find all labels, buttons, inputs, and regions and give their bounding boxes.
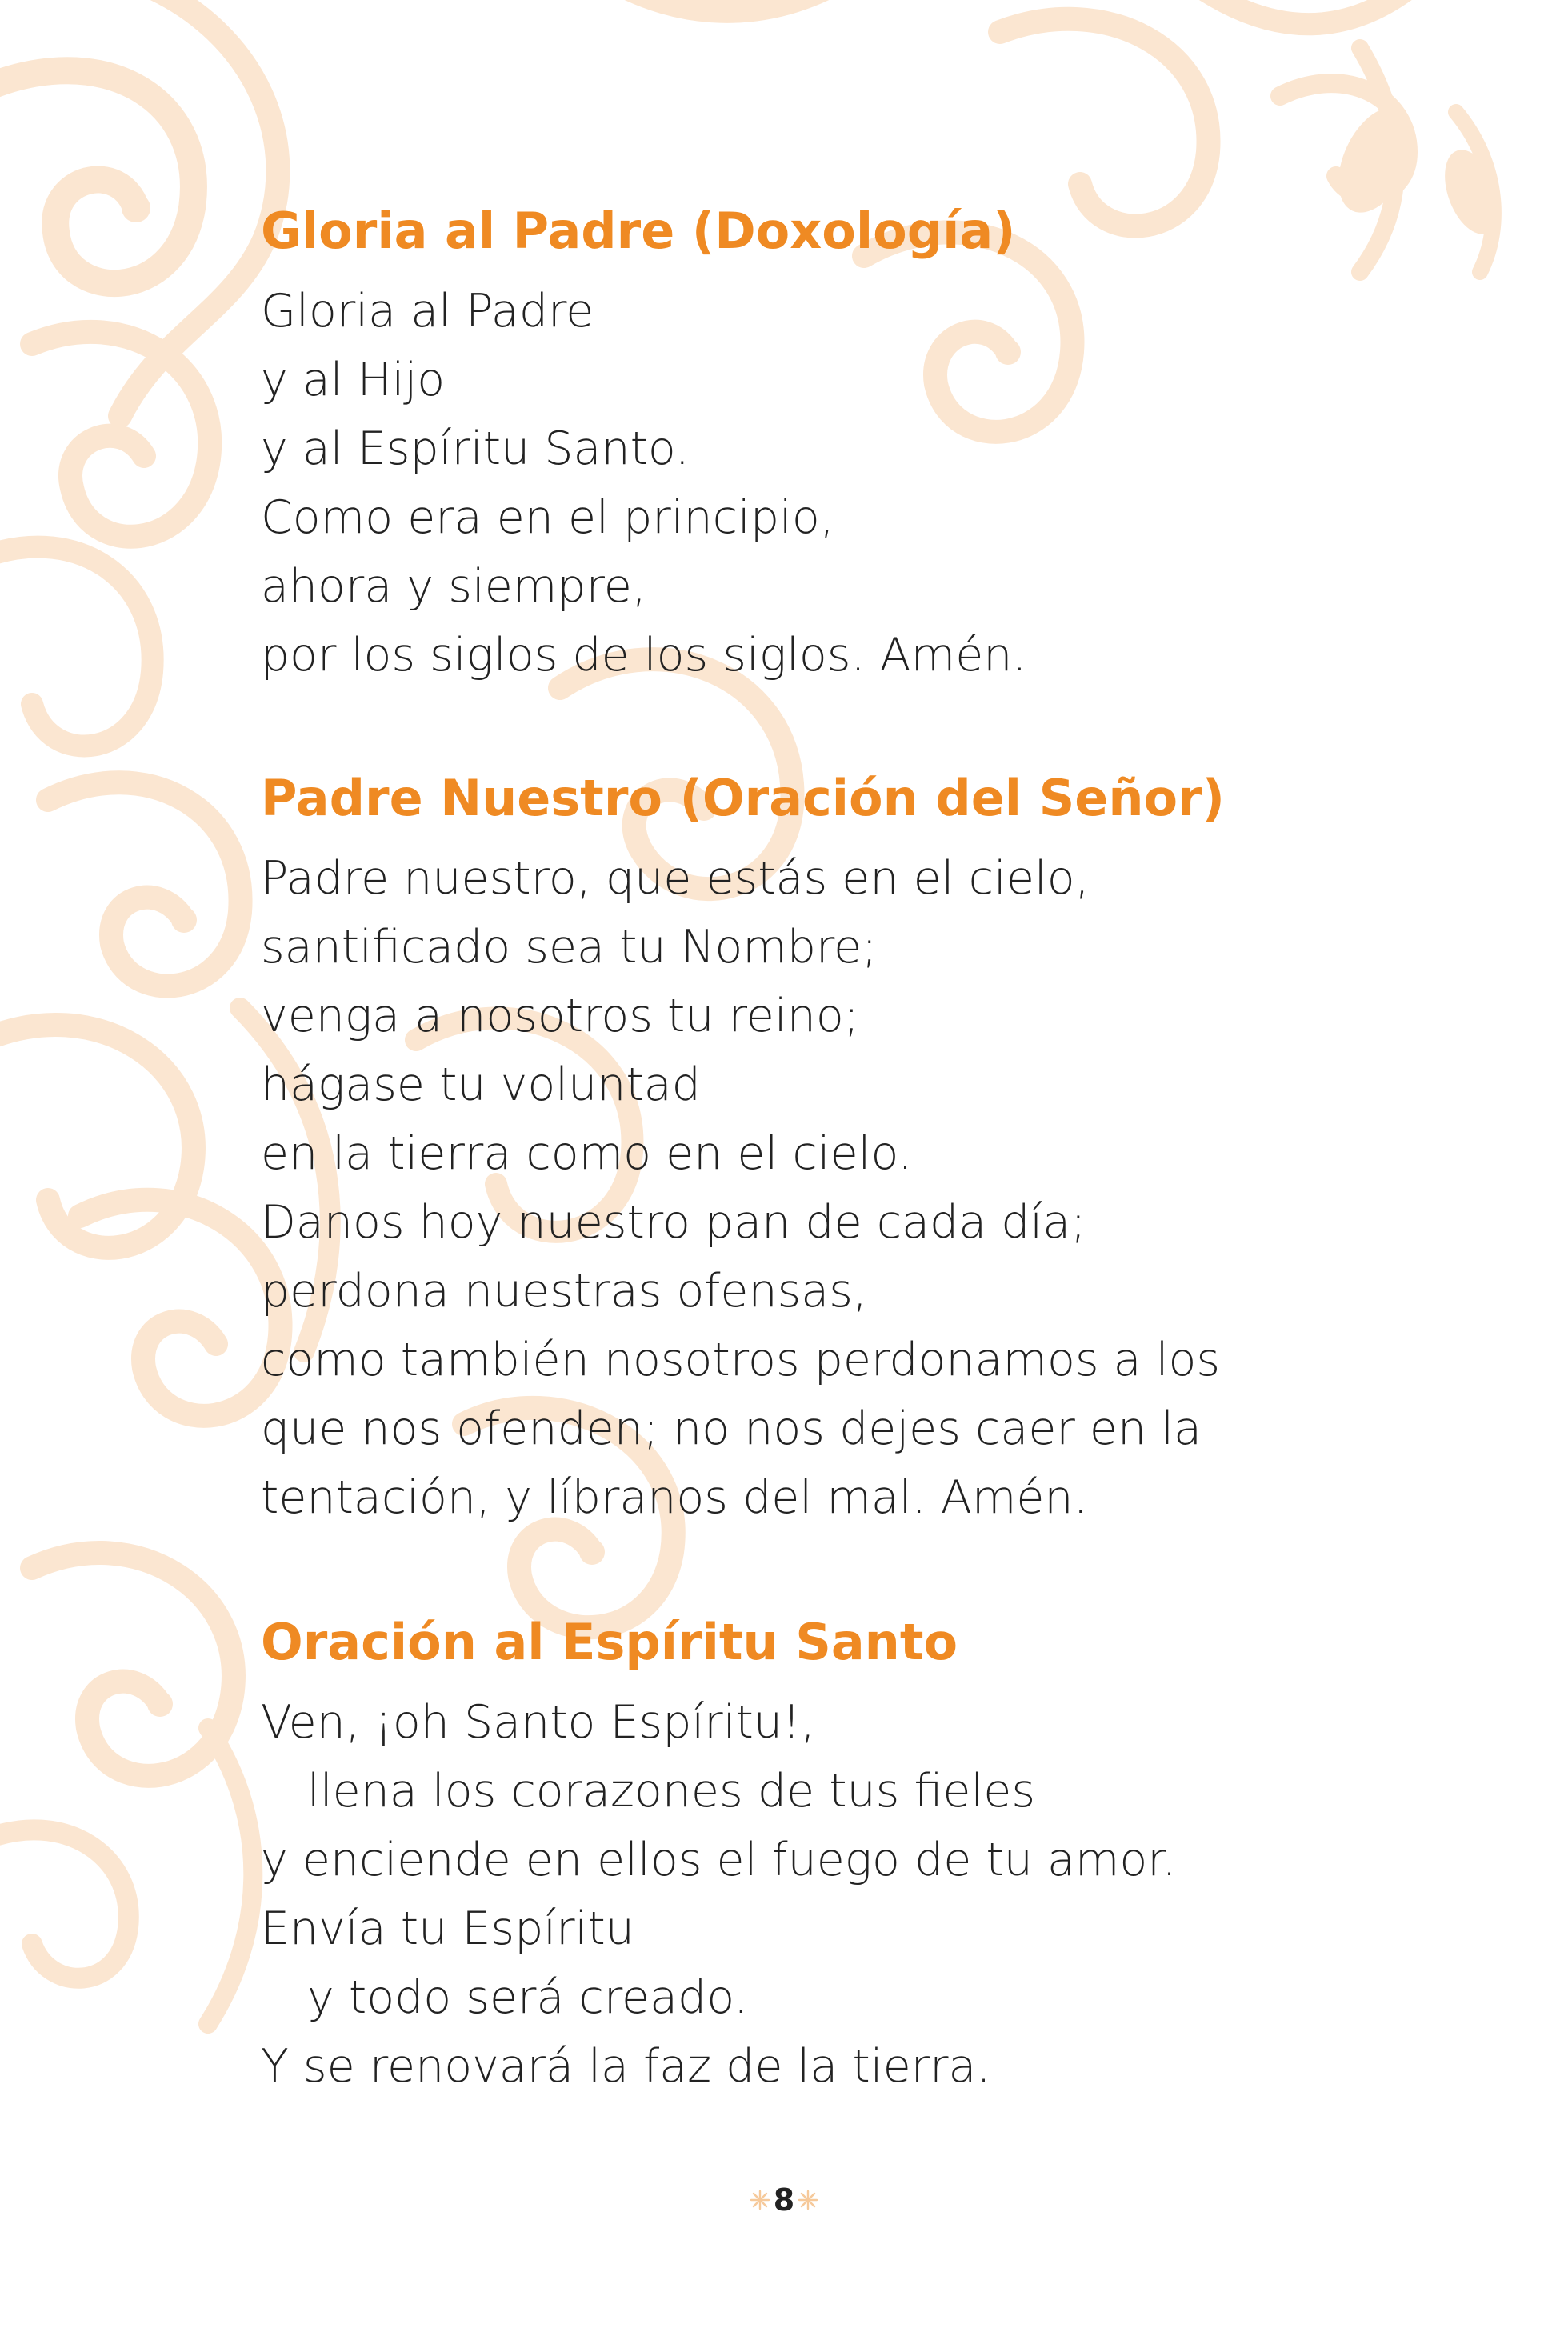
page-footer: [0, 2184, 1568, 2216]
prayer-section-gloria: [261, 197, 1461, 690]
star-icon: [750, 2190, 770, 2210]
prayer-line: Gloria al Padre: [261, 285, 594, 338]
prayer-line: llena los corazones de tus fieles: [307, 1765, 1036, 1818]
prayer-lines: [261, 844, 1461, 1532]
star-icon: [798, 2190, 818, 2210]
prayer-line: Ven, ¡oh Santo Espíritu!,: [261, 1696, 815, 1749]
page-number: 8: [773, 2182, 795, 2218]
prayer-line: y al Hijo: [261, 354, 446, 406]
prayer-line: como también nosotros perdonamos a los: [261, 1334, 1221, 1386]
prayer-section-padre-nuestro: [261, 764, 1461, 1532]
prayer-line: santificado sea tu Nombre;: [261, 921, 878, 974]
prayer-line: venga a nosotros tu reino;: [261, 990, 859, 1042]
section-title: Padre Nuestro (Oración del Señor): [261, 769, 1225, 827]
prayer-line: que nos ofenden; no nos dejes caer en la: [261, 1402, 1202, 1455]
prayer-line: Y se renovará la faz de la tierra.: [261, 2040, 991, 2093]
prayer-line: tentación, y líbranos del mal. Amén.: [261, 1471, 1088, 1524]
prayer-line: Como era en el principio,: [261, 491, 834, 544]
prayer-line: en la tierra como en el cielo.: [261, 1127, 913, 1180]
prayer-line: Padre nuestro, que estás en el cielo,: [261, 852, 1090, 905]
section-title: Oración al Espíritu Santo: [261, 1613, 958, 1671]
prayer-line: por los siglos de los siglos. Amén.: [261, 629, 1027, 682]
prayer-line: y al Espíritu Santo.: [261, 422, 690, 475]
section-title: Gloria al Padre (Doxología): [261, 202, 1016, 260]
prayer-lines: [261, 1688, 1461, 2101]
prayer-line: perdona nuestras ofensas,: [261, 1265, 868, 1318]
prayer-line: y enciende en ellos el fuego de tu amor.: [261, 1834, 1177, 1886]
prayer-line: ahora y siempre,: [261, 560, 646, 613]
prayer-line: y todo será creado.: [307, 1971, 749, 2024]
prayer-line: hágase tu voluntad: [261, 1058, 701, 1111]
prayer-line: Envía tu Espíritu: [261, 1902, 634, 1955]
prayer-lines: [261, 277, 1461, 690]
prayer-line: Danos hoy nuestro pan de cada día;: [261, 1196, 1086, 1249]
page-number-group: [750, 2184, 818, 2216]
prayer-section-espiritu-santo: [261, 1608, 1461, 2101]
